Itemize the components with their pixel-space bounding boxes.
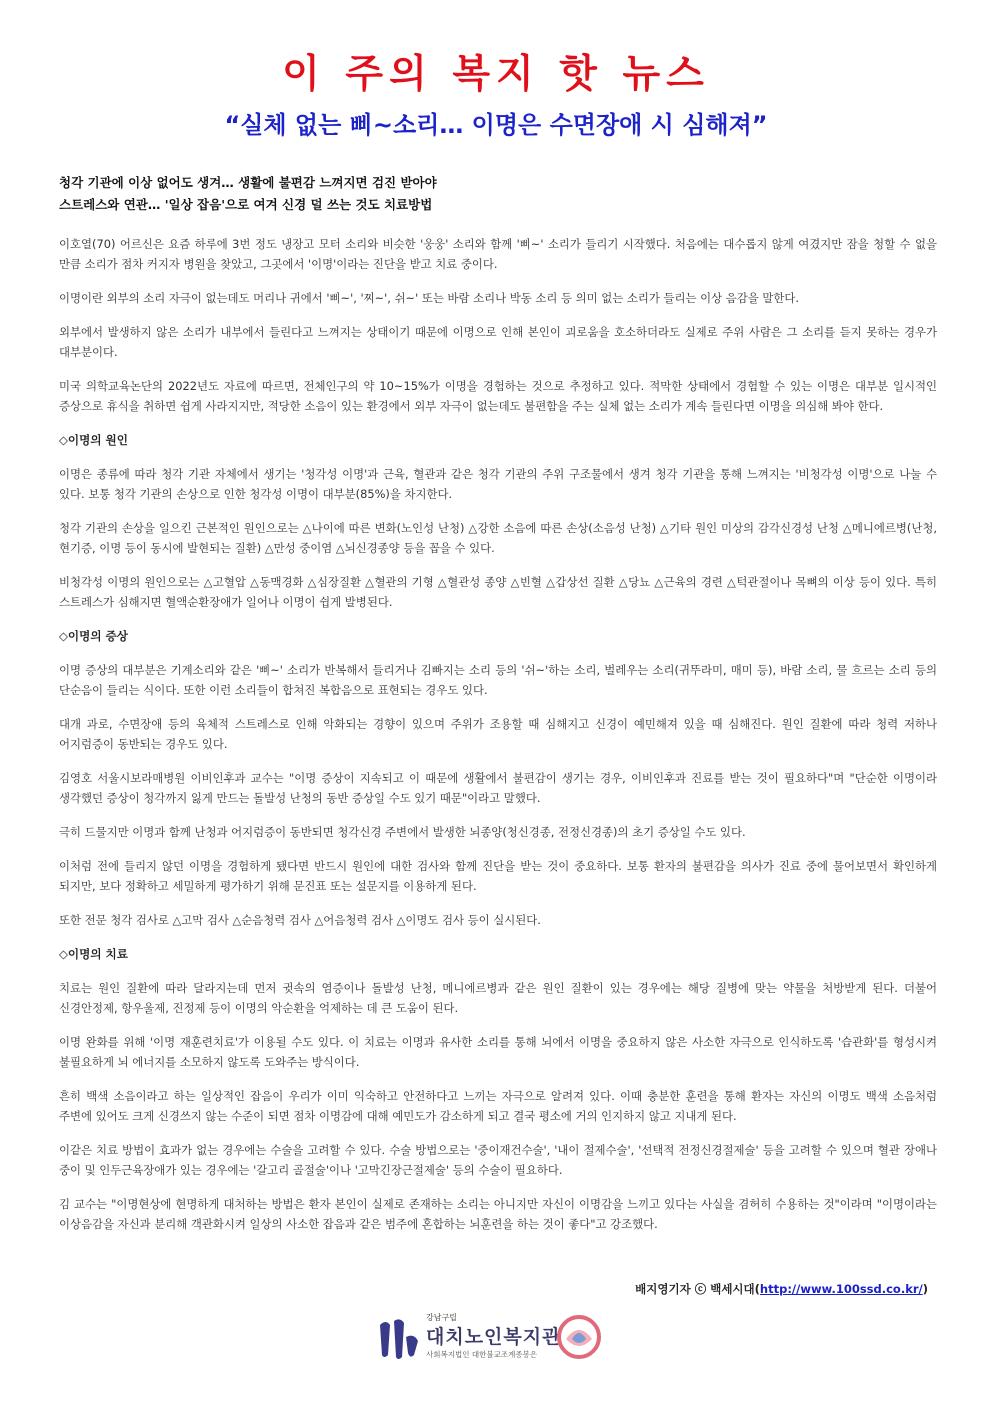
article-body [59,234,937,1248]
organization-logo [376,1311,616,1365]
paragraph: 청각 기관의 손상을 일으킨 근본적인 원인으로는 △나이에 따른 변화(노인성 난청) △강한 소음에 따른 손상(소음성 난청) △기타 원인 미상의 감각신경성 난청 △메니에르병(난청, 현기증, 이명 등이 동시에 발현되는 질환) △만성 중이염 △뇌신경종양 등을 꼽을 수 있다. [59,521,937,555]
paragraph: 대개 과로, 수면장애 등의 육체적 스트레스로 인해 악화되는 경향이 있으며 주위가 조용할 때 심해지고 신경이 예민해져 있을 때 심해진다. 원인 질환에 따라 청력 저하나 어지럼증이 동반되는 경우도 있다. [59,717,937,751]
headline: “실체 없는 삐~소리… 이명은 수면장애 시 심해져” [224,111,768,139]
logo-subtitle: 사회복지법인 대한불교조계종봉은 [426,1350,538,1359]
byline-text: 배지영기자 ⓒ 백세시대( [635,1282,760,1296]
paragraph: 김 교수는 "이명현상에 현명하게 대처하는 방법은 환자 본인이 실제로 존재하는 소리는 아니지만 자신이 이명감을 느끼고 있다는 사실을 겸허히 수용하는 것"이라며 "이명이라는 이상음감을 자신과 분리해 객관화시켜 일상의 사소한 잡음과 같은 범주에 혼합하는 뇌훈련을 하는 것이 좋다"고 강조했다. [59,1197,937,1231]
lotus-emblem-icon [554,1313,604,1361]
paragraph: 이명은 종류에 따라 청각 기관 자체에서 생기는 '청각성 이명'과 근육, 혈관과 같은 청각 기관의 주위 구조물에서 생겨 청각 기관을 통해 느껴지는 '비청각성 이명'으로 나눌 수 있다. 보통 청각 기관의 손상으로 인한 청각성 이명이 대부분(85%)을 차지한다. [59,467,937,501]
paragraph: 미국 의학교육논단의 2022년도 자료에 따르면, 전체인구의 약 10~15%가 이명을 경험하는 것으로 추정하고 있다. 적막한 상태에서 경험할 수 있는 이명은 대부분 일시적인 증상으로 휴식을 취하면 쉽게 사라지지만, 적당한 소음이 있는 환경에서 외부 자극이 없는데도 불편함을 주는 실체 없는 소리가 계속 들린다면 이명을 의심해 봐야 한다. [59,379,937,413]
paragraph: 이명 증상의 대부분은 기계소리와 같은 '삐~' 소리가 반복해서 들리거나 김빠지는 소리 등의 '쉬~'하는 소리, 벌레우는 소리(귀뚜라미, 매미 등), 바람 소리, 물 흐르는 소리 등의 단순음이 들리는 식이다. 또한 이런 소리들이 합쳐진 복합음으로 표현되는 경우도 있다. [59,663,937,697]
lead-line-2: 스트레스와 연관… '일상 잡음'으로 여겨 신경 덜 쓰는 것도 치료방법 [59,197,433,212]
paragraph: 비청각성 이명의 원인으로는 △고혈압 △동맥경화 △심장질환 △혈관의 기형 △혈관성 종양 △빈혈 △갑상선 질환 △당뇨 △근육의 경련 △턱관절이나 목뼈의 이상 등이 있다. 특히 스트레스가 심해지면 혈액순환장애가 일어나 이명이 쉽게 발병된다. [59,575,937,609]
section-heading-cause: ◇이명의 원인 [59,433,128,447]
logo-name: 대치노인복지관 [426,1326,562,1348]
paragraph: 이명 완화를 위해 '이명 재훈련치료'가 이용될 수도 있다. 이 치료는 이명과 유사한 소리를 통해 뇌에서 이명을 중요하지 않은 사소한 자극으로 인식하도록 '습관화'를 형성시켜 불필요하게 뇌 에너지를 소모하지 않도록 도와주는 방식이다. [59,1035,937,1069]
byline-close: ) [922,1282,928,1296]
byline [635,1281,928,1297]
section-heading-symptom: ◇이명의 증상 [59,629,128,643]
logo-mark-icon [376,1315,420,1361]
paragraph: 극히 드물지만 이명과 함께 난청과 어지럼증이 동반되면 청각신경 주변에서 발생한 뇌종양(청신경종, 전정신경종)의 초기 증상일 수도 있다. [59,825,746,839]
paragraph: 치료는 원인 질환에 따라 달라지는데 먼저 귓속의 염증이나 돌발성 난청, 메니에르병과 같은 원인 질환이 있는 경우에는 해당 질병에 맞는 약물을 처방받게 된다. 더불어 신경안정제, 항우울제, 진정제 등이 이명의 악순환을 억제하는 데 큰 도움이 된다. [59,981,937,1015]
paragraph: 김영호 서울시보라매병원 이비인후과 교수는 "이명 증상이 지속되고 이 때문에 생활에서 불편감이 생기는 경우, 이비인후과 진료를 받는 것이 필요하다"며 "단순한 이명이라 생각했던 증상이 청각까지 잃게 만드는 돌발성 난청의 동반 증상일 수도 있기 때문"이라고 말했다. [59,771,937,805]
section-heading-treatment: ◇이명의 치료 [59,947,128,961]
paragraph: 이처럼 전에 들리지 않던 이명을 경험하게 됐다면 반드시 원인에 대한 검사와 함께 진단을 받는 것이 중요하다. 보통 환자의 불편감을 의사가 진료 중에 물어보면서 확인하게 되지만, 보다 정확하고 세밀하게 평가하기 위해 문진표 또는 설문지를 이용하게 된다. [59,859,937,893]
paragraph: 이명이란 외부의 소리 자극이 없는데도 머리나 귀에서 '삐~', '찌~', 쉬~' 또는 바람 소리나 박동 소리 등 의미 없는 소리가 들리는 이상 음감을 말한다. [59,291,799,305]
paragraph: 이같은 치료 방법이 효과가 없는 경우에는 수술을 고려할 수 있다. 수술 방법으로는 '중이재건수술', '내이 절제수술', '선택적 전정신경절제술' 등을 고려할 수 있으며 혈관 장애나 중이 및 인두근육장애가 있는 경우에는 '갈고리 골절술'이나 '고막긴장근절제술' 등의 수술이 필요하다. [59,1143,937,1177]
page-title: 이 주의 복지 핫 뉴스 [282,52,710,97]
lead-summary [59,172,939,216]
source-link[interactable]: http://www.100ssd.co.kr/ [759,1282,923,1296]
paragraph: 또한 전문 청각 검사로 △고막 검사 △순음청력 검사 △어음청력 검사 △이명도 검사 등이 실시된다. [59,913,541,927]
paragraph: 이호열(70) 어르신은 요즘 하루에 3번 정도 냉장고 모터 소리와 비슷한 '웅웅' 소리와 함께 '삐~' 소리가 들리기 시작했다. 처음에는 대수롭지 않게 여겼지만 잠을 청할 수 없을 만큼 소리가 점차 커지자 병원을 찾았고, 그곳에서 '이명'이라는 진단을 받고 치료 중이다. [59,237,937,271]
paragraph: 외부에서 발생하지 않은 소리가 내부에서 들린다고 느껴지는 상태이기 때문에 이명으로 인해 본인이 괴로움을 호소하더라도 실제로 주위 사람은 그 소리를 듣지 못하는 경우가 대부분이다. [59,325,937,359]
lead-line-1: 청각 기관에 이상 없어도 생겨… 생활에 불편감 느껴지면 검진 받아야 [59,175,437,190]
logo-district: 강남구립 [426,1313,457,1322]
paragraph: 흔히 백색 소음이라고 하는 일상적인 잡음이 우리가 이미 익숙하고 안전하다고 느끼는 자극으로 알려져 있다. 이때 충분한 훈련을 통해 환자는 자신의 이명도 백색 소음처럼 주변에 있어도 크게 신경쓰지 않는 수준이 되면 점차 이명감에 대해 예민도가 감소하게 되고 결국 평소에 거의 인지하지 않고 지내게 된다. [59,1089,937,1123]
